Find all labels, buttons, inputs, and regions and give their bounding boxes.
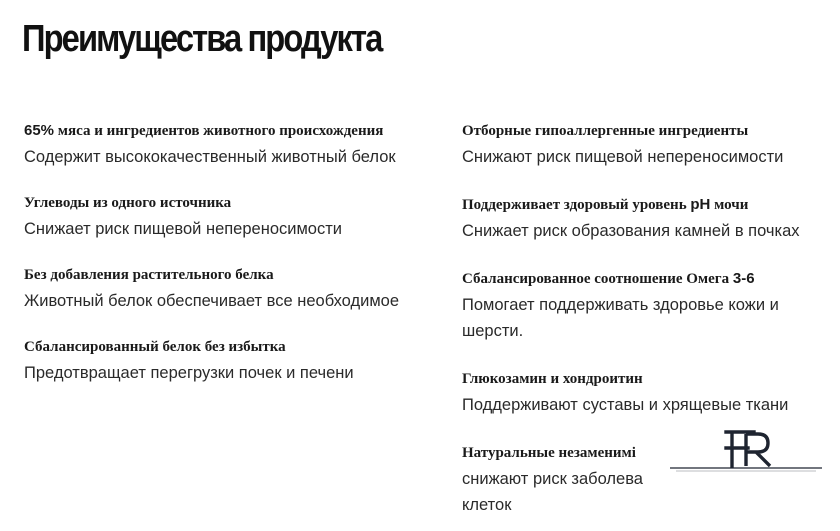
benefit-description: Снижает риск образования камней в почках	[462, 222, 800, 240]
benefit-title	[24, 118, 424, 144]
fr-monogram-logo-icon	[666, 426, 826, 476]
benefit-description: Помогает поддерживать здоровье кожи и шерсти.	[462, 296, 779, 340]
benefit-item	[462, 192, 832, 244]
benefit-title: Без добавления растительного белка	[24, 267, 274, 283]
benefit-title-text: мяса и ингредиентов животного происхождения	[54, 123, 384, 139]
benefit-title: Натуральные незаменимі	[462, 445, 636, 461]
page-title: Преимущества продукта	[22, 18, 382, 60]
left-benefits-column	[24, 118, 424, 386]
benefit-description: Животный белок обеспечивает все необходимое	[24, 292, 400, 310]
benefit-title-code: pH	[690, 196, 711, 213]
benefit-percent: 65%	[24, 122, 55, 139]
benefit-item	[462, 118, 832, 170]
benefit-title	[462, 266, 832, 292]
benefit-description: снижают риск заболева клеток	[462, 470, 643, 514]
benefit-description: Поддерживают суставы и хрящевые ткани	[462, 396, 789, 414]
benefit-title: Углеводы из одного источника	[24, 195, 232, 211]
benefit-title: Отборные гипоаллергенные ингредиенты	[462, 123, 749, 139]
benefit-title-text: Поддерживает здоровый уровень	[462, 197, 691, 213]
benefit-item	[462, 266, 832, 344]
benefit-description: Снижает риск пищевой непереносимости	[24, 220, 343, 238]
benefit-title-tail: мочи	[710, 197, 749, 213]
benefit-title: Сбалансированный белок без избытка	[24, 339, 286, 355]
benefit-title	[462, 192, 832, 218]
benefit-title-text: Сбалансированное соотношение Омега	[462, 271, 733, 287]
benefit-description: Снижают риск пищевой непереносимости	[462, 148, 784, 166]
benefit-item	[24, 190, 424, 242]
benefit-title: Глюкозамин и хондроитин	[462, 371, 643, 387]
benefit-item	[24, 262, 424, 314]
benefit-description: Предотвращает перегрузки почек и печени	[24, 364, 354, 382]
benefit-description: Содержит высококачественный животный белок	[24, 148, 396, 166]
benefit-item	[24, 118, 424, 170]
benefit-item	[462, 366, 832, 418]
benefit-item	[24, 334, 424, 386]
benefit-title-code: 3-6	[732, 270, 755, 287]
